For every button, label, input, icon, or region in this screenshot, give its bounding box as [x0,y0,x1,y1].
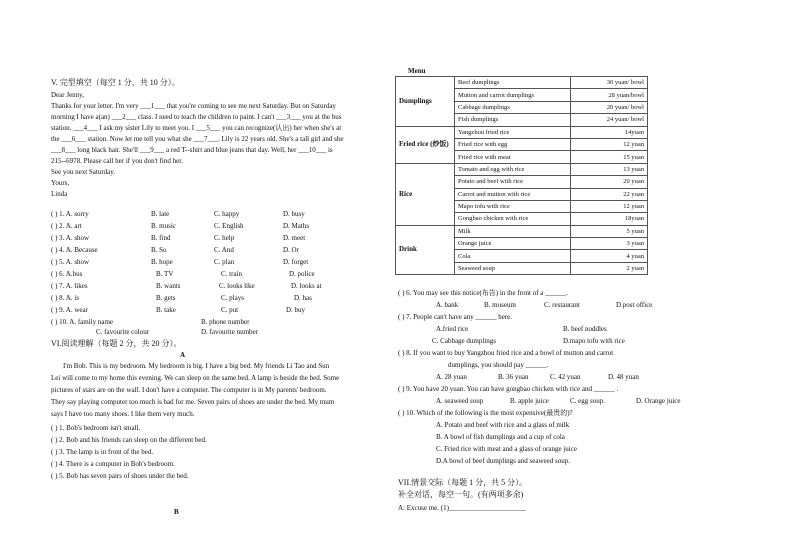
section6-title: VI.阅读理解（每题 2 分，共 20 分）。 [51,339,182,348]
letter-line: morning I have a(an) ___2___ class. I need to teach the children to paint. I can't ___3___ you at the bus [51,113,342,121]
menu-price: 22 yuan [571,188,648,200]
question: ( ) 6. You may see this notice(布告) in the front of a ______. [398,289,568,297]
letter-line: Linda [51,190,68,198]
statement: ( ) 4. There is a computer in Bob's bedroom. [51,460,175,468]
letter-line: the ___6___ station. Now let me tell you what she ___7___. Lily is 22 years old. She's a tall girl and she [51,135,344,143]
menu-category: Drink [396,225,455,275]
option-row: ( ) 8. A. is B. gets C. plays D. has [51,294,312,302]
menu-item: Carrot and mutton with rice [455,188,571,200]
option-row: ( ) 4. A. Because B. So C. And D. Or [51,246,299,254]
menu-item: Fried rice with egg [455,138,571,150]
menu-item: Beef dumplings [455,77,571,89]
dialogue-line: A: Excuse me. (1)______________________ [398,504,526,512]
menu-price: 24 yuan/ bowl [571,114,648,126]
menu-price: 14yuan [571,126,648,138]
menu-item: Potato and beef with rice [455,176,571,188]
menu-price: 20 yuan/ bowl [571,101,648,113]
menu-price: 4 yuan [571,250,648,262]
menu-price: 12 yuan [571,138,648,150]
statement: ( ) 5. Bob has seven pairs of shoes under the bed. [51,472,189,480]
menu-title: Menu [408,67,426,75]
section7-instruction: 补全对话，每空一句。(有两项多余) [398,490,524,499]
statement: ( ) 3. The lamp is in front of the bed. [51,448,154,456]
menu-item: Cola [455,250,571,262]
menu-price: 13 yuan [571,163,648,175]
letter-line: Thanks for your letter. I'm very ___1___ that you're coming to see me next Saturday. But on Saturday [51,102,336,110]
option-row: ( ) 10. A. family name B. phone number [51,318,250,326]
letter-line: See you next Saturday. [51,168,116,176]
menu-item: Gongbao chicken with rice [455,213,571,225]
letter-line: ___8___ long black hair. She'll ___9___ a red T--shirt and blue jeans that day. Well, her ___10___ is [51,146,333,154]
menu-price: 12 yuan [571,200,648,212]
section7-title: VII.情景交际（每题 1 分，共 5 分）。 [398,478,528,487]
menu-category: Dumplings [396,77,455,127]
option-row: ( ) 1. A. sorry B. late C. happy D. busy [51,210,305,218]
table-row [396,225,648,237]
menu-item: Mutton and carrot dumplings [455,89,571,101]
menu-table [395,76,648,275]
question: ( ) 10. Which of the following is the most expensive(最贵的)? [398,409,573,417]
menu-price: 30 yuan/ bowl [571,77,648,89]
statement: ( ) 2. Bob and his friends can sleep on the different bed. [51,436,207,444]
option-row: ( ) 5. A. show B. hope C. plan D. forget [51,258,309,266]
option-row: C. favourite colour D. favourite number [96,328,258,336]
menu-price: 5 yuan [571,225,648,237]
menu-category: Fried rice (炒饭) [396,126,455,163]
menu-item: Milk [455,225,571,237]
letter-line: station. ___4___ I ask my sister Lily to meet you. I ___5___ you can recognize(认出) her when she's at [51,124,342,132]
menu-price: 28 yuan/bowl [571,89,648,101]
table-row [396,77,648,89]
menu-price: 3 yuan [571,238,648,250]
menu-price: 20 yuan [571,176,648,188]
menu-item: Seaweed soup [455,262,571,274]
menu-price: 18yuan [571,213,648,225]
question: ( ) 7. People can't have any ______ here. [398,313,512,321]
question: ( ) 8. If you want to buy Yangzhou fried rice and a bowl of mutton and carrot [398,349,614,357]
statement: ( ) 1. Bob's bedroom isn't small. [51,424,141,432]
option-row: ( ) 7. A. likes B. wants C. looks like D. looks at [51,282,322,290]
menu-item: Tomato and egg with rice [455,163,571,175]
passage-b-heading: B [174,508,179,516]
option-row: ( ) 2. A. art B. music C. English D. Maths [51,222,310,230]
menu-item: Cabbage dumplings [455,101,571,113]
option-row: ( ) 9. A. wear B. take C. put D. buy [51,306,306,314]
menu-item: Orange juice [455,238,571,250]
letter-line: Dear Jenny, [51,91,84,99]
menu-item: Yangzhou fried rice [455,126,571,138]
section5-title: V. 完型填空（每空 1 分，共 10 分）。 [51,78,180,87]
menu-item: Fish dumplings [455,114,571,126]
menu-item: Fried rice with meat [455,151,571,163]
question: ( ) 9. You have 20 yuan. You can have gongbao chicken with rice and ______ . [398,385,619,393]
option-row: ( ) 6. A.bus B. TV C. train D. police [51,270,315,278]
letter-line: 215--6978. Please call her if you don't find her. [51,157,183,165]
menu-item: Mapo tofu with rice [455,200,571,212]
table-row [396,126,648,138]
option-row: ( ) 3. A. show B. find C. help D. meet [51,234,306,242]
table-row [396,163,648,175]
menu-price: 2 yuan [571,262,648,274]
passage-a-heading: A [180,351,186,359]
menu-category: Rice [396,163,455,225]
letter-line: Yours, [51,179,70,187]
menu-price: 15 yuan [571,151,648,163]
